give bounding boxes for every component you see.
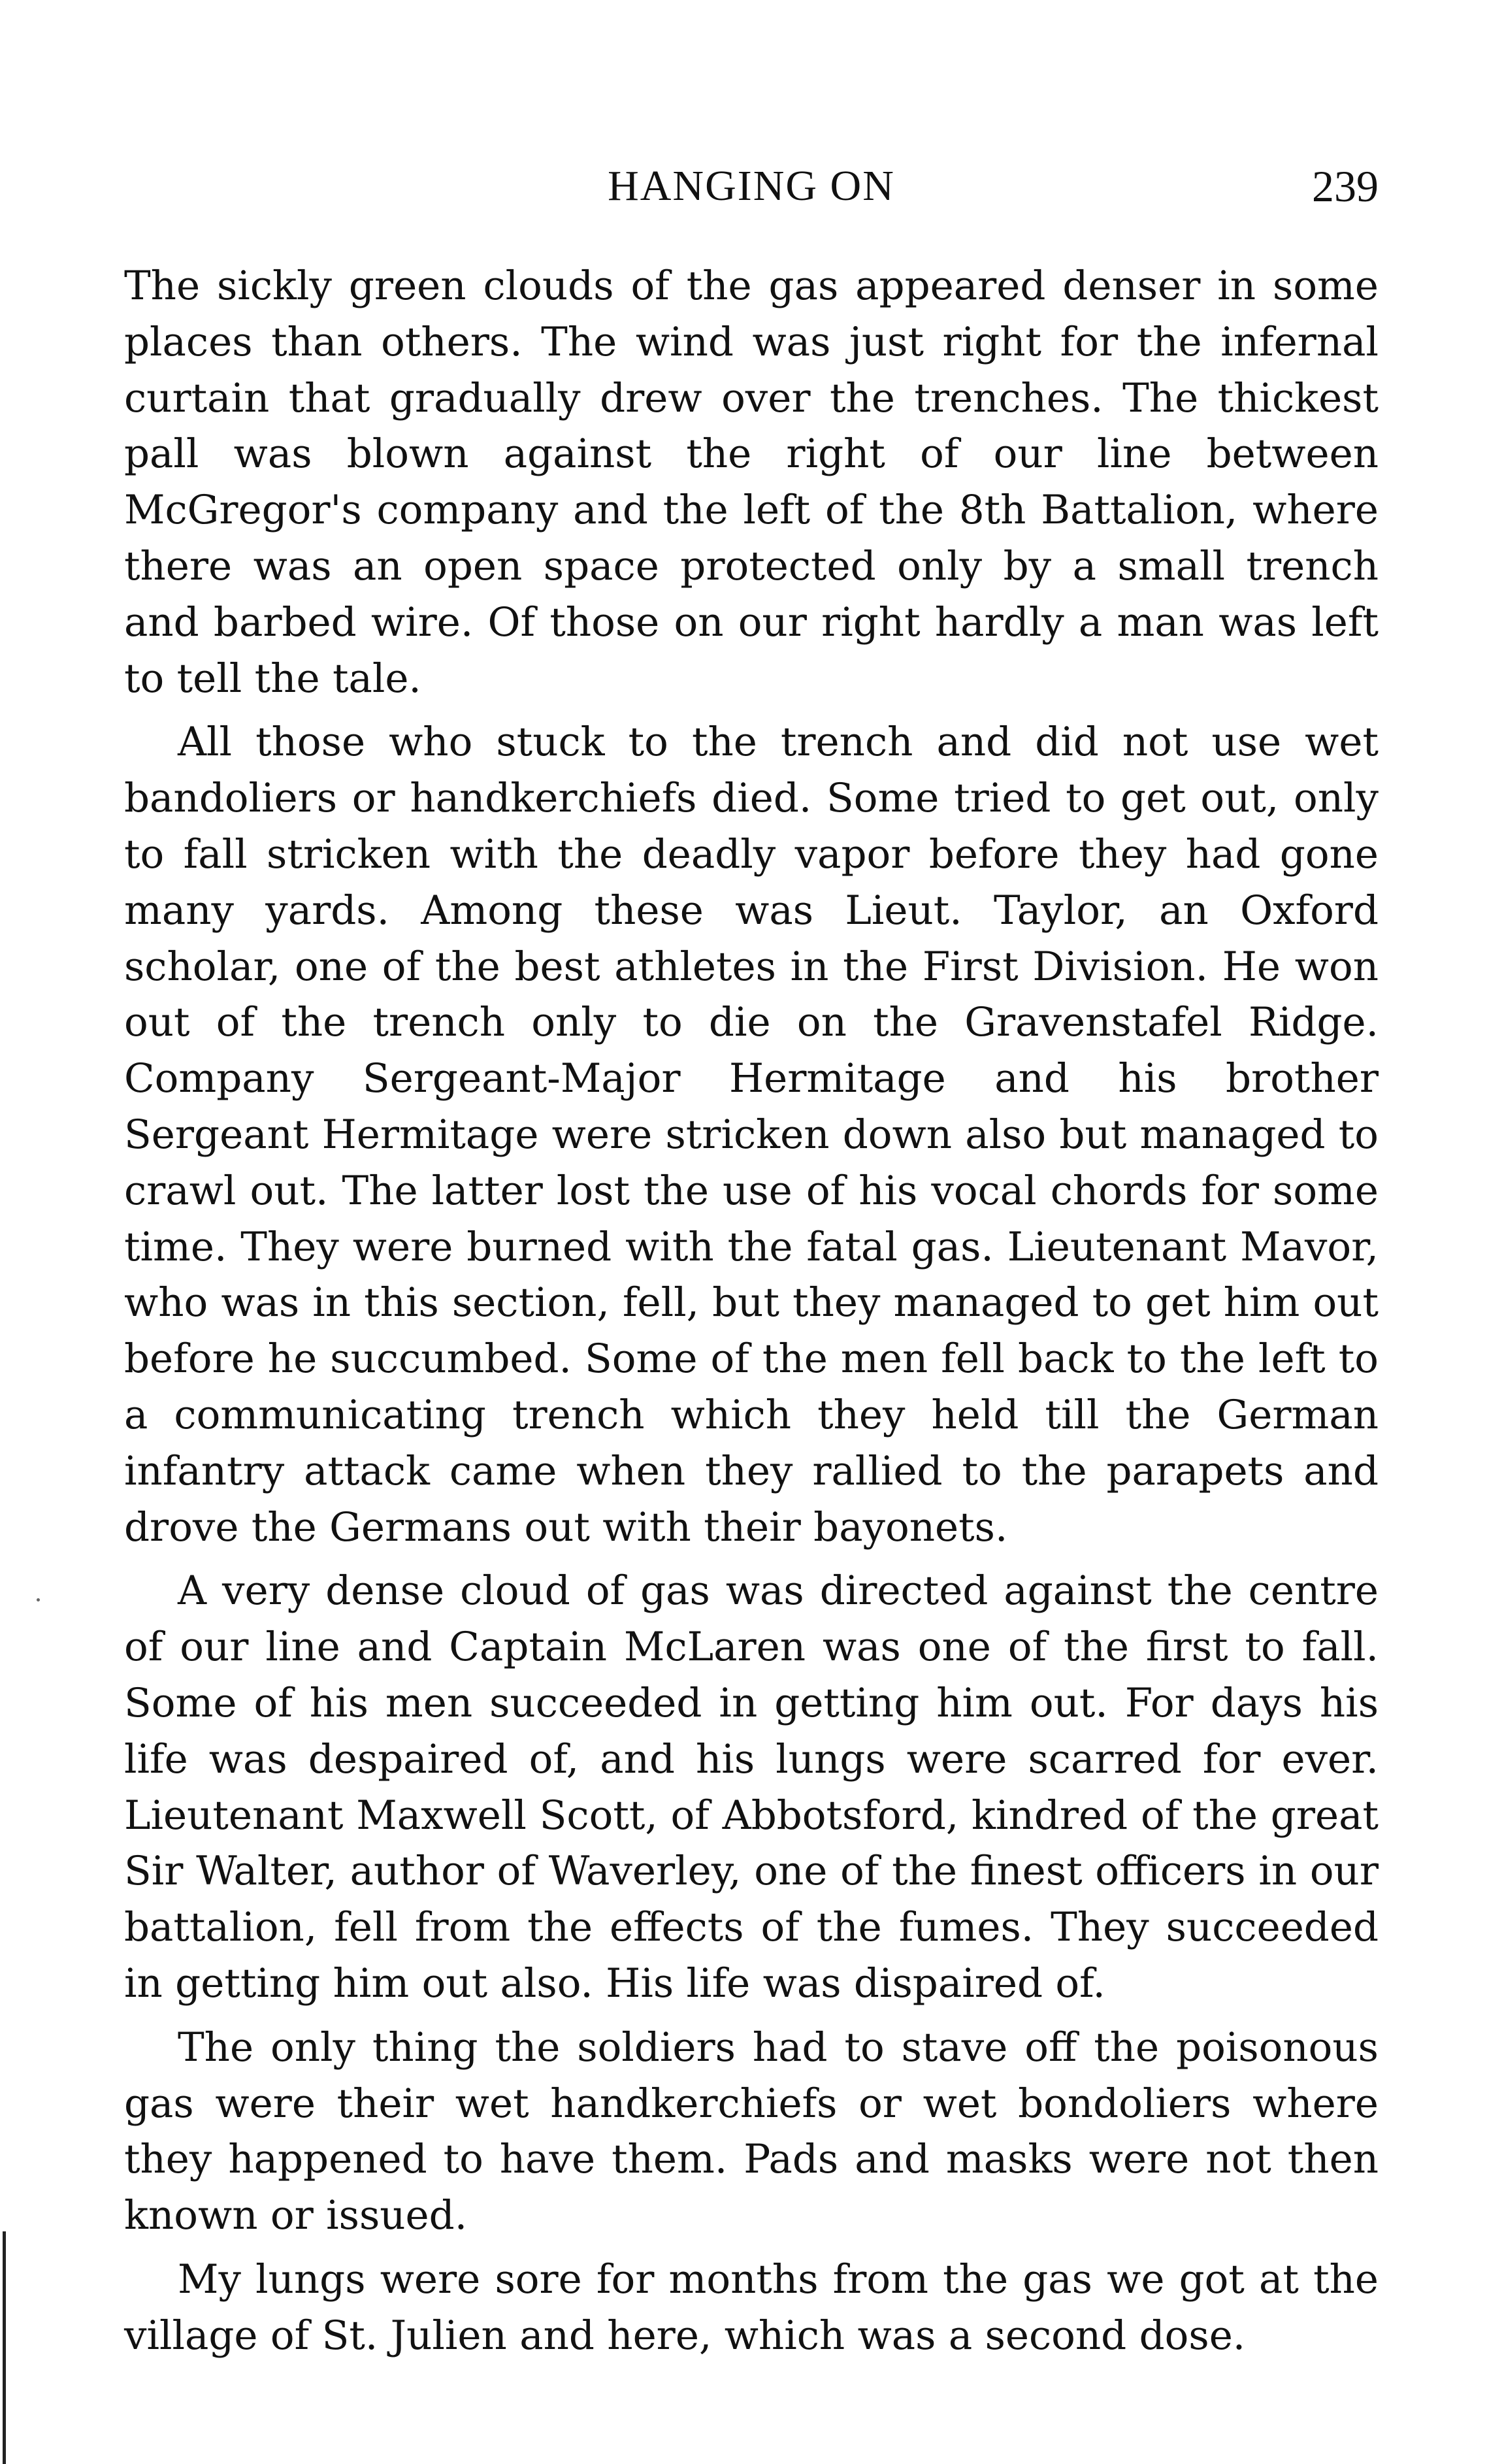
page-number: 239 bbox=[1312, 161, 1379, 211]
paragraph-1: The sickly green clouds of the gas appeared denser in some places than others. The wind was just right for the infernal curtain that gradually drew over the trenches. The thickest pall was blown against the right of our line between McGregor's company and the left of the 8th Battalion, where there was an open space protected only by a small trench and barbed wire. Of those on our right hardly a man was left to tell the tale. bbox=[124, 263, 1379, 702]
paragraph-3: A very dense cloud of gas was directed against the centre of our line and Captain McLaren was one of the first to fall. Some of his men succeeded in getting him out. For days his life was despaired of, and his lungs were scarred for ever. Lieutenant Maxwell Scott, of Abbotsford, kindred of the great Sir Walter, author of Waverley, one of the finest officers in our battalion, fell from the effects of the fumes. They succeeded in getting him out also. His life was dispaired of. bbox=[124, 1568, 1379, 2007]
body-text bbox=[124, 258, 1379, 2371]
scan-edge-line bbox=[3, 2231, 6, 2464]
scan-speck bbox=[37, 1598, 40, 1602]
paragraph-4: The only thing the soldiers had to stave off the poisonous gas were their wet handkerchiefs or wet bondoliers where they happened to have them. Pads and masks were not then known or issued. bbox=[124, 2024, 1379, 2239]
chapter-title: HANGING ON bbox=[608, 162, 895, 210]
paragraph-2: All those who stuck to the trench and did not use wet bandoliers or handkerchiefs died. Some tried to get out, only to fall stricken with the deadly vapor before they had gone many yards. Among these was Lieut. Taylor, an Oxford scholar, one of the best athletes in the First Division. He won out of the trench only to die on the Gravenstafel Ridge. Company Sergeant-Major Hermitage and his brother Sergeant Hermitage were stricken down also but managed to crawl out. The latter lost the use of his vocal chords for some time. They were burned with the fatal gas. Lieutenant Mavor, who was in this section, fell, but they managed to get him out before he succumbed. Some of the men fell back to the left to a communicating trench which they held till the German infantry attack came when they rallied to the parapets and drove the Germans out with their bayonets. bbox=[124, 719, 1379, 1551]
running-head bbox=[124, 157, 1379, 216]
paragraph-5: My lungs were sore for months from the gas we got at the village of St. Julien and here, which was a second dose. bbox=[124, 2256, 1379, 2359]
